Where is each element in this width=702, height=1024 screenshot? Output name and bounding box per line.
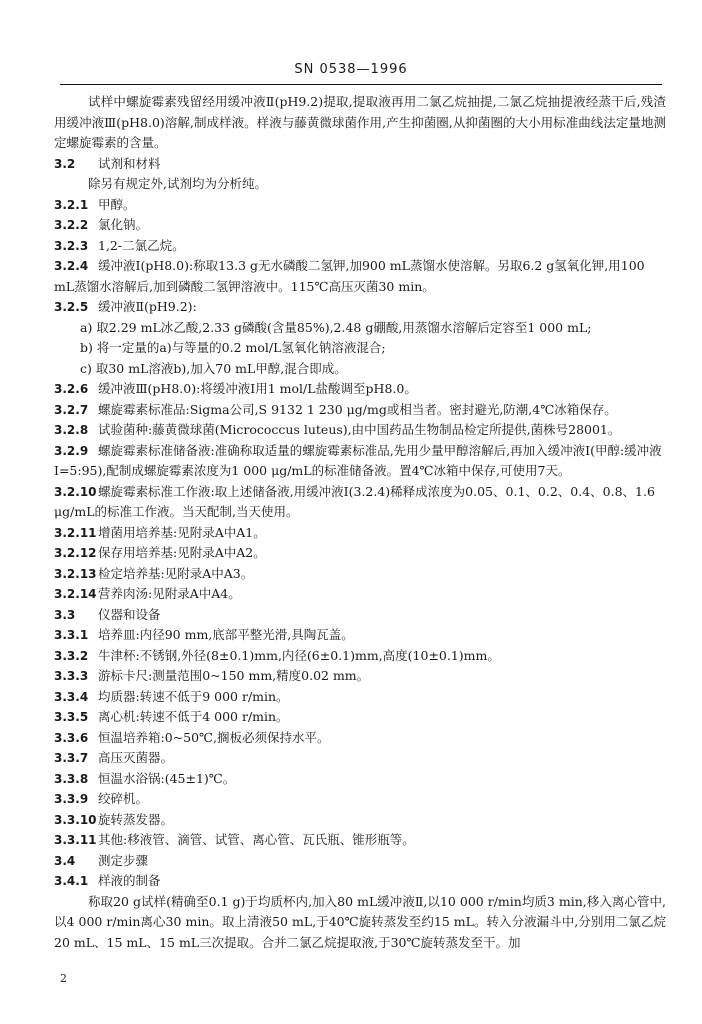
list-item: b) 将一定量的a)与等量的0.2 mol/L氢氧化钠溶液混合; xyxy=(80,340,386,355)
section-item xyxy=(54,748,666,769)
section-number: 3.3.9 xyxy=(54,792,89,806)
list-item: c) 取30 mL溶液b),加入70 mL甲醇,混合即成。 xyxy=(80,360,347,376)
section-item xyxy=(54,400,666,421)
section-item xyxy=(54,441,666,482)
section-number: 3.3.2 xyxy=(54,648,89,663)
section-text: 螺旋霉素标准品:Sigma公司,S 9132 1 230 μg/mg或相当者。密封避光,防潮,4℃冰箱保存。 xyxy=(98,401,617,417)
section-text: 试验菌种:藤黄微球菌(Micrococcus luteus),由中国药品生物制品检定所提供,菌株号28001。 xyxy=(98,422,621,437)
section-number: 3.4 xyxy=(54,853,76,868)
section-number: 3.2.10 xyxy=(54,484,97,499)
section-text: 氯化钠。 xyxy=(98,217,149,232)
section-number: 3.3.7 xyxy=(54,751,89,765)
section-number: 3.3.8 xyxy=(54,771,89,786)
section-item xyxy=(54,482,666,523)
section-text: 缓冲液Ⅱ(pH9.2): xyxy=(98,299,197,314)
section-text: 试剂和材料 xyxy=(98,155,161,171)
section-item xyxy=(54,605,666,626)
section-number: 3.2.5 xyxy=(54,300,89,314)
section-text: 绞碎机。 xyxy=(98,791,149,806)
section-number: 3.3.4 xyxy=(54,689,89,704)
section-item xyxy=(54,236,666,257)
section-item xyxy=(54,584,666,605)
section-number: 3.3.10 xyxy=(54,812,97,827)
section-item xyxy=(54,810,666,831)
section-text: 均质器:转速不低于9 000 r/min。 xyxy=(98,688,289,704)
section-text: 高压灭菌器。 xyxy=(98,750,174,765)
section-number: 3.2.13 xyxy=(54,566,97,581)
section-text: 仪器和设备 xyxy=(98,606,161,622)
section-number: 3.2.1 xyxy=(54,197,89,212)
section-item xyxy=(54,707,666,728)
section-text: 缓冲液Ⅲ(pH8.0):将缓冲液Ⅰ用1 mol/L盐酸调至pH8.0。 xyxy=(98,381,417,396)
section-item xyxy=(54,666,666,687)
section-number: 3.2.12 xyxy=(54,546,97,560)
section-item xyxy=(54,646,666,667)
section-text: 1,2-二氯乙烷。 xyxy=(98,237,185,253)
section-text: 缓冲液Ⅰ(pH8.0):称取13.3 g无水磷酸二氢钾,加900 mL蒸馏水使溶解。另取6.2 g氢氧化钾,用100 mL蒸馏水溶解后,加到磷酸二氢钾溶液中。115℃高压灭菌30 min。 xyxy=(54,258,645,294)
section-item xyxy=(54,687,666,708)
section-item xyxy=(54,728,666,749)
section-text: 离心机:转速不低于4 000 r/min。 xyxy=(98,709,289,724)
section-item xyxy=(54,769,666,790)
section-item xyxy=(54,523,666,544)
section-number: 3.2.7 xyxy=(54,402,89,417)
section-text: 增菌用培养基:见附录A中A1。 xyxy=(98,524,266,540)
section-item xyxy=(54,379,666,400)
section-item xyxy=(54,851,666,872)
section-number: 3.2.2 xyxy=(54,218,89,232)
body-paragraph: 试样中螺旋霉素残留经用缓冲液Ⅱ(pH9.2)提取,提取液再用二氯乙烷抽提,二氯乙烷抽提液经蒸干后,残渣用缓冲液Ⅲ(pH8.0)溶解,制成样液。样液与藤黄微球菌作用,产生抑菌圈,从抑菌圈的大小用标准曲线法定量地测定螺旋霉素的含量。 xyxy=(54,94,666,150)
section-item xyxy=(54,420,666,441)
section-item xyxy=(54,564,666,585)
section-number: 3.3.5 xyxy=(54,710,89,724)
body-paragraph: 称取20 g试样(精确至0.1 g)于均质杯内,加入80 mL缓冲液Ⅱ,以10 000 r/min均质3 min,移入离心管中,以4 000 r/min离心30 min。取上清液50 mL,于40℃旋转蒸发至约15 mL。转入分液漏斗中,分别用二氯乙烷20 mL、15 mL、15 mL三次提取。合并二氯乙烷提取液,于30℃旋转蒸发至干。加 xyxy=(54,893,666,950)
section-item xyxy=(54,625,666,646)
section-number: 3.3.3 xyxy=(54,669,89,683)
section-text: 甲醇。 xyxy=(98,196,136,212)
section-text: 牛津杯:不锈钢,外径(8±0.1)mm,内径(6±0.1)mm,高度(10±0.1)mm。 xyxy=(98,647,500,663)
section-text: 测定步骤 xyxy=(98,852,149,868)
section-text: 培养皿:内径90 mm,底部平整光滑,具陶瓦盖。 xyxy=(98,627,354,642)
section-item xyxy=(54,215,666,236)
section-number: 3.2.9 xyxy=(54,443,89,458)
section-item xyxy=(54,871,666,892)
document-body xyxy=(54,92,666,953)
page-number: 2 xyxy=(60,972,67,985)
section-number: 3.3.6 xyxy=(54,730,89,745)
header-rule xyxy=(60,84,662,85)
section-item xyxy=(54,154,666,175)
section-number: 3.2.11 xyxy=(54,525,97,540)
section-item xyxy=(54,297,666,318)
section-number: 3.2 xyxy=(54,156,76,171)
list-item: a) 取2.29 mL冰乙酸,2.33 g磷酸(含量85%),2.48 g硼酸,用蒸馏水溶解后定容至1 000 mL; xyxy=(80,319,592,335)
section-text: 旋转蒸发器。 xyxy=(98,811,174,827)
section-number: 3.2.3 xyxy=(54,238,89,253)
standard-code: SN 0538—1996 xyxy=(294,62,408,77)
section-number: 3.3.11 xyxy=(54,833,97,847)
section-number: 3.3.1 xyxy=(54,628,89,642)
section-text: 其他:移液管、滴管、试管、离心管、瓦氏瓶、锥形瓶等。 xyxy=(98,832,415,847)
section-text: 样液的制备 xyxy=(98,873,161,888)
section-text: 螺旋霉素标准工作液:取上述储备液,用缓冲液Ⅰ(3.2.4)稀释成浓度为0.05、0.1、0.2、0.4、0.8、1.6 μg/mL的标准工作液。当天配制,当天使用。 xyxy=(54,483,655,519)
section-text: 恒温水浴锅:(45±1)℃。 xyxy=(98,770,236,786)
section-number: 3.2.6 xyxy=(54,382,89,396)
section-item xyxy=(54,256,666,297)
body-paragraph: 除另有规定外,试剂均为分析纯。 xyxy=(88,176,267,191)
section-number: 3.2.4 xyxy=(54,259,89,273)
section-number: 3.2.14 xyxy=(54,587,97,601)
section-text: 营养肉汤:见附录A中A4。 xyxy=(98,586,241,601)
section-item xyxy=(54,830,666,851)
section-item xyxy=(54,195,666,216)
section-text: 检定培养基:见附录A中A3。 xyxy=(98,565,254,581)
section-number: 3.2.8 xyxy=(54,423,89,437)
section-item xyxy=(54,789,666,810)
section-text: 游标卡尺:测量范围0~150 mm,精度0.02 mm。 xyxy=(98,668,370,683)
section-number: 3.4.1 xyxy=(54,874,89,888)
section-item xyxy=(54,543,666,564)
section-number: 3.3 xyxy=(54,607,76,622)
section-text: 恒温培养箱:0~50℃,搁板必须保持水平。 xyxy=(98,729,330,745)
section-text: 螺旋霉素标准储备液:准确称取适量的螺旋霉素标准品,先用少量甲醇溶解后,再加入缓冲液Ⅰ(甲醇:缓冲液Ⅰ=5:95),配制成螺旋霉素浓度为1 000 μg/mL的标准储备液。置4℃冰箱中保存,可使用7天。 xyxy=(54,442,662,478)
section-text: 保存用培养基:见附录A中A2。 xyxy=(98,545,266,560)
